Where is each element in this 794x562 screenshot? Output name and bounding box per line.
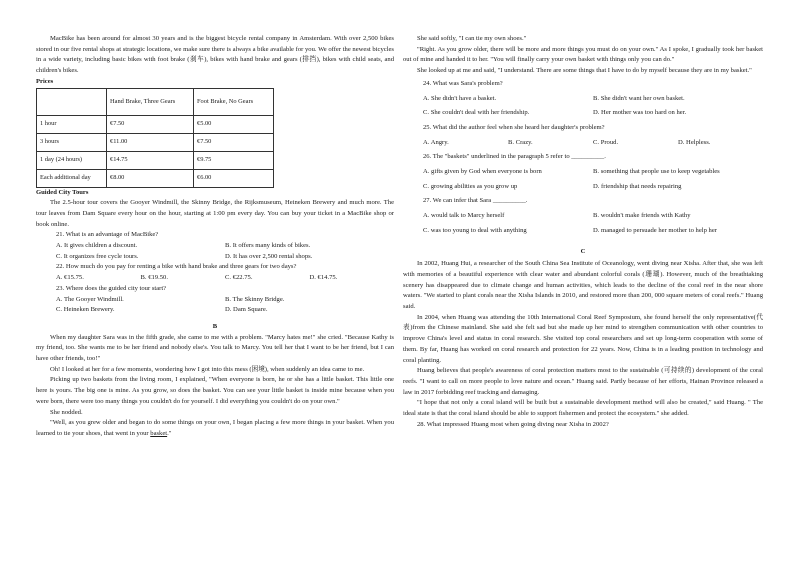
- option: B. €19.50.: [140, 274, 168, 282]
- option: D. Dam Square.: [225, 306, 268, 314]
- option: A. The Gooyer Windmill.: [56, 295, 124, 303]
- table-cell: €9.75: [194, 151, 274, 169]
- option: C. growing abilities as you grow up: [423, 182, 518, 190]
- options-22: [36, 273, 394, 284]
- option: A. gifts given by God when everyone is born: [423, 168, 542, 176]
- option: D. managed to persuade her mother to help her: [593, 226, 717, 234]
- options-26: [403, 182, 763, 193]
- options-27: [403, 226, 763, 237]
- table-header-cell: Foot Brake, No Gears: [194, 88, 274, 115]
- question-25: 25. What did the author feel when she heard her daughter's problem?: [423, 123, 605, 131]
- option: C. It organizes free cycle tours.: [56, 252, 139, 260]
- passage-b-paragraph: "Right. As you grow older, there will be more and more things you must do on your own." As I spoke, I gradually took her basket out of mine and handed it to her. "You will finally carry your own basket with things only you can do.": [403, 45, 763, 64]
- table-cell: Each additional day: [37, 169, 107, 187]
- option: A. €15.75.: [56, 274, 84, 282]
- option: B. wouldn't make friends with Kathy: [593, 212, 691, 220]
- passage-b-paragraph: She nodded.: [50, 408, 83, 416]
- question-22: 22. How much do you pay for renting a bike with hand brake and three gears for two days?: [56, 263, 297, 271]
- options-23: [36, 295, 394, 306]
- table-cell: €7.50: [194, 133, 274, 151]
- underlined-basket: basket: [150, 429, 168, 437]
- question-26: 26. The "baskets" underlined in the paragraph 5 refer to __________.: [423, 153, 606, 161]
- section-b-heading: B: [212, 322, 218, 330]
- table-cell: €11.00: [107, 133, 194, 151]
- table-row: [37, 133, 274, 151]
- options-26: [403, 167, 763, 178]
- question-24: 24. What was Sara's problem?: [423, 79, 503, 87]
- option: C. Proud.: [593, 138, 619, 146]
- table-cell: €7.50: [107, 115, 194, 133]
- text-run: .": [167, 429, 172, 437]
- macbike-intro: MacBike has been around for almost 30 years and is the biggest bicycle rental company in Amsterdam. With over 2,500 bikes stored in our five rental shops at strategic locations, we make sure there is always a bike available for you. We offer the newest bicycles in a wide variety, including basic bikes with foot brake (刹车), bikes with hand brake and gears (排挡), bikes with child seats, and children's bikes.: [36, 35, 394, 75]
- table-cell: €14.75: [107, 151, 194, 169]
- right-column: [403, 34, 763, 431]
- option: A. would talk to Marcy herself: [423, 212, 505, 220]
- passage-b-paragraph: When my daughter Sara was in the fifth grade, she came to me with a problem. "Marcy hates me!" she cried. "Because Kathy is my friend, too. She wants me to be her friend and nobody else's. You talk to Marcy. You tell her that I want to be her friend, but I can have other friends, too!": [36, 333, 394, 363]
- option: A. Angry.: [423, 138, 449, 146]
- option: B. The Skinny Bridge.: [225, 295, 285, 303]
- table-cell: 3 hours: [37, 133, 107, 151]
- table-header-row: [37, 88, 274, 115]
- option: D. Her mother was too hard on her.: [593, 109, 687, 117]
- table-cell: €8.00: [107, 169, 194, 187]
- table-cell: €5.00: [194, 115, 274, 133]
- passage-b-paragraph: Picking up two baskets from the living room, I explained, "When everyone is born, he or she has a little basket. This little one here is yours. The big one is mine. As you grow, so does the basket. You can see your little basket is inside mine because when you were born, there were too many things you couldn't do for yourself. I did everything you couldn't do on your own.": [36, 376, 394, 405]
- option: C. was too young to deal with anything: [423, 226, 527, 234]
- options-27: [403, 211, 763, 222]
- left-column: [36, 34, 394, 440]
- question-27: 27. We can infer that Sara __________.: [423, 197, 528, 205]
- table-cell: 1 day (24 hours): [37, 151, 107, 169]
- option: C. €22.75.: [225, 274, 253, 282]
- options-23: [36, 305, 394, 316]
- option: C. Heineken Brewery.: [56, 306, 115, 314]
- price-table: [36, 88, 274, 188]
- passage-c-paragraph: Huang believes that people's awareness of coral protection matters most to the sustainable (可持续的) development of the coral reefs. "I want to call on more people to love nature and ocean." Huang said. Partly because of her efforts, Hainan Province released a law in 2017 forbidding reef tracking and damaging.: [403, 367, 763, 396]
- option: B. something that people use to keep vegetables: [593, 168, 720, 176]
- table-row: [37, 169, 274, 187]
- options-24: [403, 108, 763, 119]
- table-row: [37, 115, 274, 133]
- table-header-cell: [37, 88, 107, 115]
- tours-text: The 2.5-hour tour covers the Gooyer Windmill, the Skinny Bridge, the Rijksmuseum, Heineken Brewery and much more. The tour leaves from Dam Square every hour on the hour, starting at 1:00 pm every day. You can buy your ticket in a MacBike shop or book online.: [36, 199, 394, 228]
- option: D. €14.75.: [309, 274, 338, 282]
- question-28: 28. What impressed Huang most when going diving near Xisha in 2002?: [417, 420, 609, 428]
- passage-c-paragraph: In 2002, Huang Hui, a researcher of the South China Sea Institute of Oceanology, went diving near Xisha. After that, she was left with memories of a beautiful experience with clear water and abundant colorful corals (珊瑚). However, much of the breathtaking scenery has disappeared due to climate change and human activities, which leads to the decline of the coral reef in the near shore waters. "We started to plant corals near the Xisha Islands in 2010, and restored more than 200, 000 square meters of coral reefs." Huang said.: [403, 260, 763, 311]
- passage-b-paragraph: She looked up at me and said, "I understand. There are some things that I have to do by myself because they are in my basket.": [417, 67, 752, 75]
- tours-heading: Guided City Tours: [36, 188, 89, 196]
- table-cell: 1 hour: [37, 115, 107, 133]
- passage-c-paragraph: In 2004, when Huang was attending the 10th International Coral Reef Symposium, she found herself the only representative(代表)from the Chinese mainland. She said she felt sad but she made up her mind to strengthen communication with other countries to improve China's level and status in coral research. She visited top coral researchers and set up long-term cooperation with some of them. By far, Huang has worked on coral research and protection for 22 years. Now, China is in a leading position in technology and coral planting.: [403, 313, 763, 364]
- passage-b-paragraph: [36, 418, 394, 439]
- option: B. She didn't want her own basket.: [593, 94, 685, 102]
- option: D. It has over 2,500 rental shops.: [225, 252, 313, 260]
- option: D. friendship that needs repairing: [593, 182, 682, 190]
- passage-c-paragraph: "I hope that not only a coral island will be built but a sustainable development method will also be created," said Huang. " The ideal state is that the coral island should be able to support fishermen and protect the ecosystem." she added.: [403, 399, 763, 418]
- options-24: [403, 94, 763, 105]
- option: C. She couldn't deal with her friendship.: [423, 109, 530, 117]
- option: D. Helpless.: [678, 138, 711, 146]
- section-c-heading: C: [580, 247, 586, 255]
- option: B. Crazy.: [508, 138, 533, 146]
- table-row: [37, 151, 274, 169]
- question-21: 21. What is an advantage of MacBike?: [56, 231, 159, 239]
- table-header-cell: Hand Brake, Three Gears: [107, 88, 194, 115]
- passage-b-paragraph: Oh! I looked at her for a few moments, wondering how I got into this mess (困境), when suddenly an idea came to me.: [50, 365, 365, 373]
- prices-heading: Prices: [36, 77, 54, 85]
- options-25: [403, 138, 763, 149]
- table-cell: €6.00: [194, 169, 274, 187]
- option: B. It offers many kinds of bikes.: [225, 242, 311, 250]
- text-run: "Well, as you grew older and began to do some things on your own, I began placing a few more things in your basket. When you learned to tie your shoes, that went in your: [36, 419, 394, 437]
- option: A. She didn't have a basket.: [423, 94, 497, 102]
- passage-b-paragraph: She said softly, "I can tie my own shoes.": [417, 35, 527, 42]
- question-23: 23. Where does the guided city tour start?: [56, 284, 167, 292]
- option: A. It gives children a discount.: [56, 242, 138, 250]
- options-21: [36, 241, 394, 252]
- options-21: [36, 252, 394, 263]
